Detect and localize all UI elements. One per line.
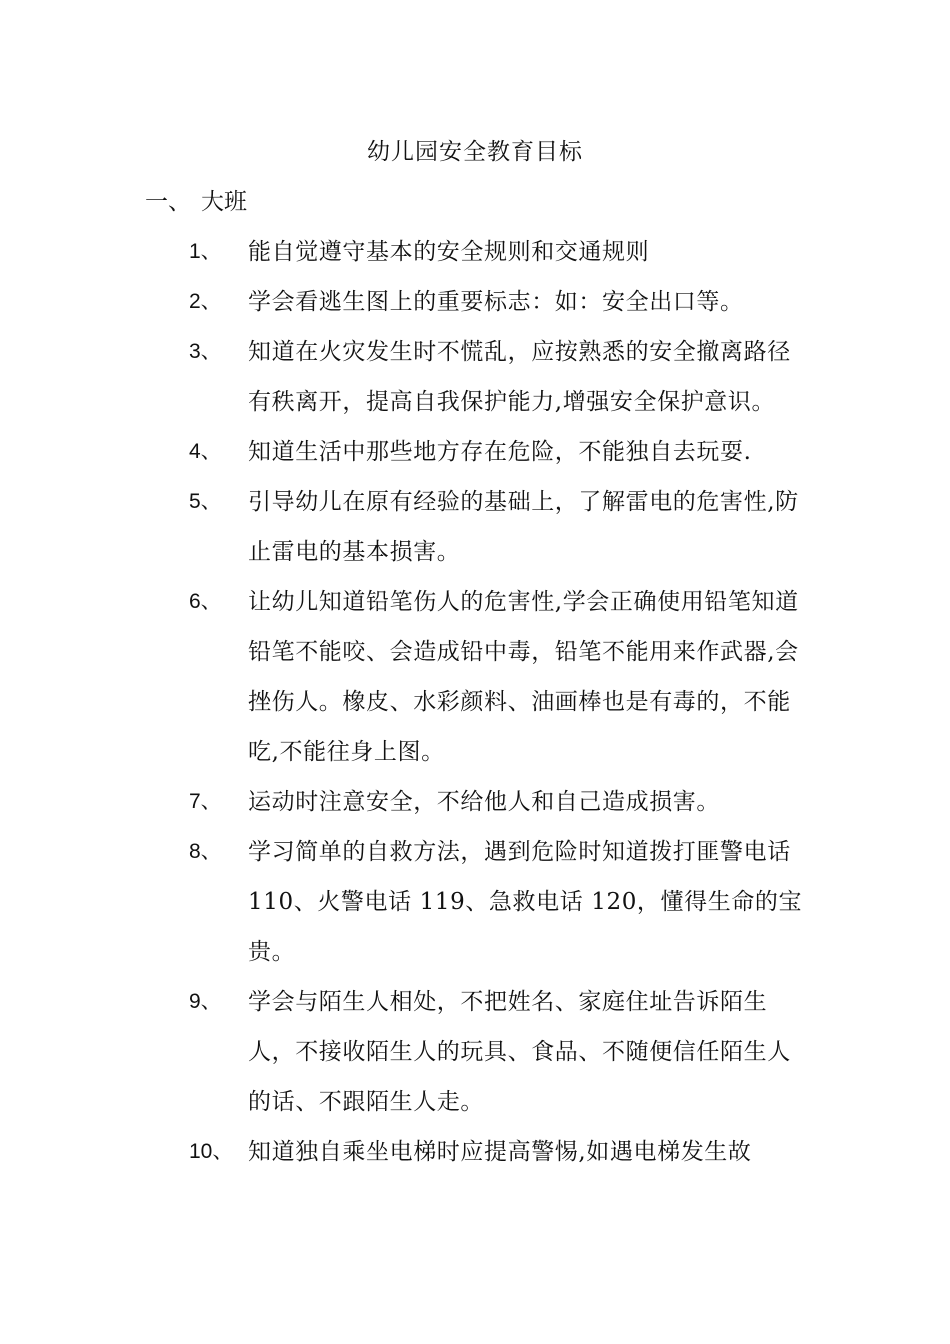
list-item-text: 学习简单的自救方法，遇到危险时知道拨打匪警电话 110、火警电话 119、急救电话 120，懂得生命的宝贵。	[248, 839, 803, 965]
list-item	[0, 277, 950, 327]
list-item-number: 9、	[189, 990, 222, 1013]
goal-list	[0, 227, 950, 1177]
list-item	[0, 777, 950, 827]
list-item	[0, 227, 950, 277]
list-item	[0, 1127, 950, 1177]
list-item-text: 知道生活中那些地方存在危险，不能独自去玩耍.	[248, 439, 752, 465]
list-item-text: 学会看逃生图上的重要标志：如：安全出口等。	[248, 289, 744, 315]
list-item	[0, 577, 950, 777]
section-heading	[145, 180, 247, 224]
list-item	[0, 827, 950, 977]
section-number: 一、	[145, 189, 191, 215]
list-item	[0, 477, 950, 577]
list-item-number: 4、	[189, 440, 222, 463]
list-item-text: 知道独自乘坐电梯时应提高警惕,如遇电梯发生故	[248, 1139, 752, 1165]
list-item-number: 1、	[189, 240, 222, 263]
list-item-text: 知道在火灾发生时不慌乱，应按熟悉的安全撤离路径有秩离开，提高自我保护能力,增强安全保护意识。	[248, 339, 791, 415]
list-item-number: 5、	[189, 490, 222, 513]
list-item-text: 引导幼儿在原有经验的基础上，了解雷电的危害性,防止雷电的基本损害。	[248, 489, 799, 565]
list-item-text: 让幼儿知道铅笔伤人的危害性,学会正确使用铅笔知道铅笔不能咬、会造成铅中毒，铅笔不能用来作武器,会挫伤人。橡皮、水彩颜料、油画棒也是有毒的，不能吃,不能往身上图。	[248, 589, 799, 765]
list-item	[0, 977, 950, 1127]
list-item-number: 7、	[189, 790, 222, 813]
list-item-number: 6、	[189, 590, 222, 613]
list-item-text: 运动时注意安全，不给他人和自己造成损害。	[248, 789, 720, 815]
document-title: 幼儿园安全教育目标	[367, 139, 583, 165]
list-item-number: 8、	[189, 840, 222, 863]
list-item	[0, 427, 950, 477]
list-item-text: 学会与陌生人相处，不把姓名、家庭住址告诉陌生人，不接收陌生人的玩具、食品、不随便信任陌生人的话、不跟陌生人走。	[248, 989, 791, 1115]
list-item-number: 10、	[189, 1140, 234, 1163]
list-item	[0, 327, 950, 427]
list-item-number: 2、	[189, 290, 222, 313]
list-item-number: 3、	[189, 340, 222, 363]
list-item-text: 能自觉遵守基本的安全规则和交通规则	[248, 239, 650, 265]
section-label: 大班	[201, 189, 247, 215]
